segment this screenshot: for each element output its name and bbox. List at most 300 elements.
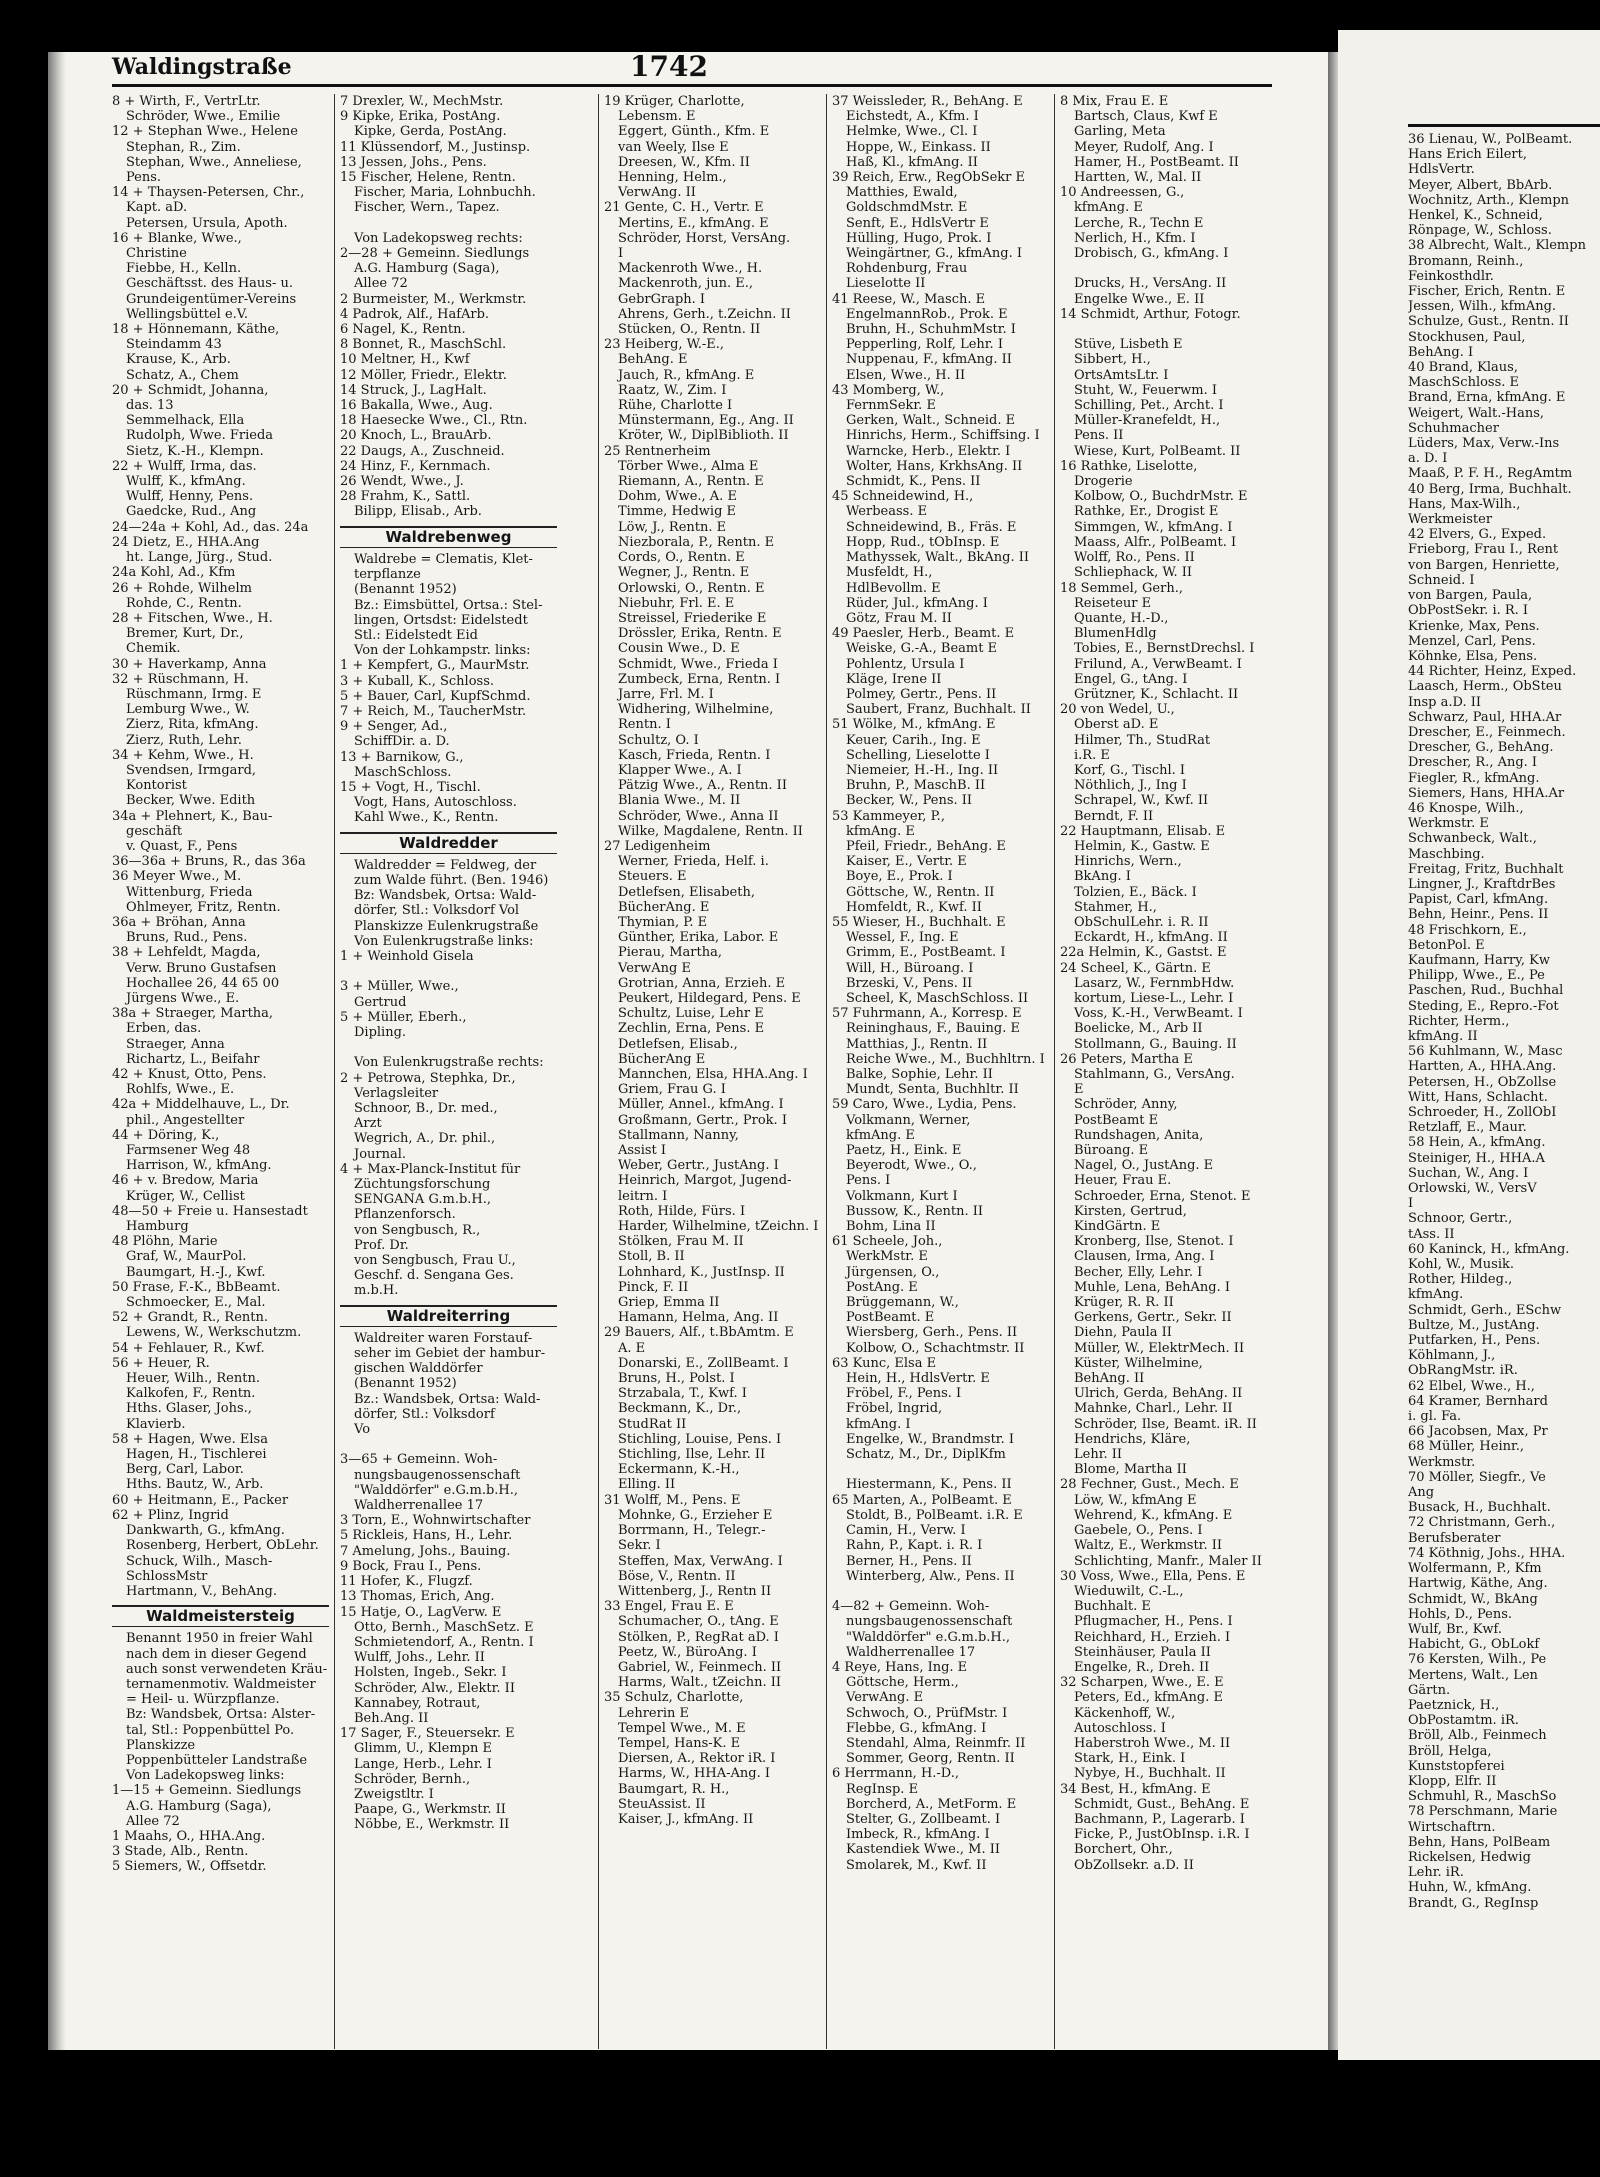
directory-entry-line: HdlsVertr. [1408,162,1475,178]
directory-entry-line: 4 Padrok, Alf., HafArb. [340,306,490,322]
directory-entry-line: Henning, Helm., [618,170,727,186]
directory-entry-line: 37 Weissleder, R., BehAng. E [832,94,1023,109]
directory-entry-line: Buchhalt. E [1074,1599,1151,1615]
directory-entry-line: Semmelhack, Ella [126,413,245,429]
directory-entry-line: 44 Richter, Heinz, Exped. [1408,664,1577,680]
directory-entry-line: Stelter, G., Zollbeamt. I [846,1811,1001,1827]
header-rule [112,84,1272,87]
directory-entry-line: 11 Hofer, K., Flugzf. [340,1574,473,1590]
directory-entry-line: OrtsAmtsLtr. I [1074,367,1169,383]
directory-entry-line: Käckenhoff, W., [1074,1705,1176,1721]
directory-entry-line: 34 Best, H., kfmAng. E [1060,1781,1211,1797]
directory-entry-line: Werkmstr. [1408,1454,1476,1470]
directory-entry-line: 51 Wölke, M., kfmAng. E [832,717,996,733]
directory-entry-line: Kahl Wwe., K., Rentn. [354,810,499,826]
directory-entry-line: 38 Albrecht, Walt., Klempn [1408,238,1586,254]
directory-entry-line: Krause, K., Arb. [126,352,231,368]
directory-entry-line: Hilmer, Th., StudRat [1074,732,1211,748]
directory-entry-line: Imbeck, R., kfmAng. I [846,1827,990,1843]
directory-entry-line: i.R. E [1074,747,1110,763]
directory-entry-line: Schmidt, W., BkAng [1408,1591,1538,1607]
directory-entry-line: Müller, Annel., kfmAng. I [618,1097,784,1113]
directory-entry-line: VerwAng. E [846,1690,924,1706]
directory-entry-line [832,1462,1049,1477]
directory-entry-line: 36 Meyer Wwe., M. [112,869,242,885]
directory-entry-line: Harder, Wilhelmine, tZeichn. I [618,1219,819,1235]
directory-entry-line: Götz, Frau M. II [846,610,952,626]
directory-entry-line: Kolbow, O., Schachtmstr. II [846,1340,1025,1356]
directory-entry-line: ht. Lange, Jürg., Stud. [126,550,273,566]
directory-entry-line: Gabriel, W., Feinmech. II [618,1659,782,1675]
directory-entry-line: Tolzien, E., Bäck. I [1074,884,1197,900]
directory-entry-line: Engelke, W., Brandmstr. I [846,1431,1014,1447]
directory-entry-line: 32 + Rüschmann, H. [112,671,249,687]
directory-entry-line: Hartten, W., Mal. II [1074,170,1202,186]
directory-entry-line: Wolff, Ro., Pens. II [1074,550,1195,566]
directory-entry-line: Schmidt, Gust., BehAng. E [1074,1796,1250,1812]
directory-entry-line: 50 Frase, F.-K., BbBeamt. [112,1279,281,1295]
directory-entry-line: Rühe, Charlotte I [618,398,733,414]
directory-entry-line: Dreesen, W., Kfm. II [618,154,750,170]
directory-entry-line: Rosenberg, Herbert, ObLehr. [126,1538,319,1554]
directory-entry-line: Müller-Kranefeldt, H., [1074,413,1221,429]
directory-entry-line: Büroang. E [1074,1143,1149,1159]
directory-entry-line: Bz: Wandsbek, Ortsa: Alster- [126,1707,316,1723]
directory-entry-line: Engel, G., tAng. I [1074,671,1188,687]
directory-entry-line: 11 Klüssendorf, M., Justinsp. [340,139,531,155]
directory-entry-line: Stoll, B. II [618,1249,685,1265]
directory-entry-line: nungsbaugenossenschaft [354,1467,521,1483]
directory-entry-line [340,964,557,979]
directory-entry-line: Schwarz, Paul, HHA.Ar [1408,709,1562,725]
directory-entry-line: Prof. Dr. [354,1237,409,1253]
directory-entry-line: Kastendiek Wwe., M. II [846,1842,1001,1858]
directory-entry-line: Peetz, W., BüroAng. I [618,1644,757,1660]
directory-entry-line: von Bargen, Paula, [1408,588,1533,604]
directory-entry-line: Elling. II [618,1477,676,1493]
directory-entry-line: kfmAng. II [1408,1028,1478,1044]
directory-entry-line: Planskizze [126,1737,196,1753]
directory-entry-line: Hopp, Rud., tObInsp. E [846,534,1000,550]
directory-entry-line: kfmAng. E [846,1127,915,1143]
directory-entry-line: Lüders, Max, Verw.-Ins [1408,436,1560,452]
directory-entry-line: Hartten, A., HHA.Ang. [1408,1059,1557,1075]
directory-entry-line: Rohde, C., Rentn. [126,595,242,611]
directory-entry-line: Detlefsen, Elisabeth, [618,884,755,900]
directory-entry-line: Streissel, Friederike E [618,610,767,626]
directory-entry-line: 49 Paesler, Herb., Beamt. E [832,626,1015,642]
directory-entry-line: Hths. Glaser, Johs., [126,1401,252,1417]
directory-entry-line: Witt, Hans, Schlacht. [1408,1089,1548,1105]
directory-entry-line: Paetznick, H., [1408,1697,1500,1713]
directory-entry-line: Schuhmacher [1408,420,1499,436]
directory-entry-line: Hamann, Helma, Ang. II [618,1310,779,1326]
directory-entry-line: Schwanbeck, Walt., [1408,831,1537,847]
directory-entry-line: Frieborg, Frau I., Rent [1408,542,1559,558]
directory-entry-line: ObRangMstr. iR. [1408,1363,1518,1379]
directory-entry-line: i. gl. Fa. [1408,1409,1462,1425]
directory-entry-line: Bremer, Kurt, Dr., [126,626,244,642]
directory-entry-line: 56 + Heuer, R. [112,1355,210,1371]
directory-entry-line: 12 Möller, Friedr., Elektr. [340,367,507,383]
directory-entry-line: Von Eulenkrugstraße links: [354,933,534,949]
directory-entry-line: Christine [126,246,187,262]
directory-entry-line: Grotrian, Anna, Erzieh. E [618,975,786,991]
directory-entry-line: 72 Christmann, Gerh., [1408,1515,1556,1531]
directory-entry-line: Peukert, Hildegard, Pens. E [618,990,801,1006]
directory-column-3 [604,94,821,1827]
directory-entry-line: tal, Stl.: Poppenbüttel Po. [126,1722,295,1738]
directory-entry-line: Baumgart, H.-J., Kwf. [126,1264,266,1280]
directory-entry-line: Hohls, D., Pens. [1408,1606,1513,1622]
directory-entry-line: Pohlentz, Ursula I [846,656,965,672]
directory-entry-line: Kontorist [126,778,187,794]
directory-entry-line: 57 Fuhrmann, A., Korresp. E [832,1006,1022,1022]
directory-entry-line: seher im Gebiet der hambur- [354,1346,546,1362]
directory-entry-line: 63 Kunc, Elsa E [832,1355,937,1371]
directory-entry-line: Wochnitz, Arth., Klempn [1408,192,1570,208]
directory-entry-line: Köhlmann, J., [1408,1348,1496,1364]
directory-entry-line: Drescher, E., Feinmech. [1408,724,1566,740]
directory-entry-line: Nöbbe, E., Werkmstr. II [354,1817,510,1833]
directory-entry-line: Schwoch, O., PrüfMstr. I [846,1705,1008,1721]
directory-entry-line: Donarski, E., ZollBeamt. I [618,1355,789,1371]
directory-entry-line: ObPostSekr. i. R. I [1408,603,1529,619]
directory-entry-line: Reiche Wwe., M., Buchhltrn. I [846,1051,1045,1067]
directory-entry-line: Siemers, Hans, HHA.Ar [1408,785,1565,801]
directory-entry-line: Fischer, Wern., Tapez. [354,200,500,216]
directory-entry-line: 24a Kohl, Ad., Kfm [112,565,236,581]
directory-entry-line: Mertins, E., kfmAng. E [618,215,769,231]
directory-entry-line: 1 Maahs, O., HHA.Ang. [112,1828,266,1844]
directory-entry-line: Steiniger, H., HHA.A [1408,1150,1545,1166]
directory-entry-line: VerwAng E [618,960,691,976]
directory-entry-line: Griep, Emma II [618,1295,720,1311]
directory-entry-line: 59 Caro, Wwe., Lydia, Pens. [832,1097,1017,1113]
directory-entry-line: 68 Müller, Heinr., [1408,1439,1525,1455]
directory-entry-line: Wiese, Kurt, PolBeamt. II [1074,443,1241,459]
directory-entry-line: Pätzig Wwe., A., Rentn. II [618,778,787,794]
directory-entry-line: 13 + Barnikow, G., [340,749,464,765]
directory-entry-line: Niebuhr, Frl. E. E [618,595,735,611]
directory-entry-line: Borcherd, A., MetForm. E [846,1796,1017,1812]
directory-entry-line: Schmietendorf, A., Rentn. I [354,1634,534,1650]
directory-entry-line: Mackenroth, jun. E., [618,276,753,292]
directory-entry-line: Lehrerin E [618,1705,689,1721]
directory-entry-line: Kasch, Frieda, Rentn. I [618,747,771,763]
directory-entry-line: Jürgensen, O., [846,1264,940,1280]
directory-column-2 [340,94,557,1833]
directory-entry-line: Lehr. II [1074,1447,1123,1463]
directory-entry-line: A.G. Hamburg (Saga), [126,1798,272,1814]
directory-entry-line: Dankwarth, G., kfmAng. [126,1523,285,1539]
directory-entry-line: Peters, Ed., kfmAng. E [1074,1690,1223,1706]
directory-entry-line: Wilke, Magdalene, Rentn. II [618,823,803,839]
directory-entry-line: Lerche, R., Techn E [1074,215,1204,231]
directory-entry-line: Ang [1408,1485,1435,1501]
directory-entry-line: 4—82 + Gemeinn. Woh- [832,1599,990,1615]
directory-entry-line: Engelke Wwe., E. II [1074,291,1205,307]
directory-entry-line: 42 + Knust, Otto, Pens. [112,1067,267,1082]
directory-entry-line: Dipling. [354,1024,407,1040]
directory-entry-line: Saubert, Franz, Buchhalt. II [846,702,1031,718]
directory-entry-line: 16 Bakalla, Wwe., Aug. [340,398,493,414]
directory-entry-line: Rathke, Er., Drogist E [1074,504,1219,520]
directory-entry-line: Schultz, O. I [618,732,699,748]
directory-entry-line: Eggert, Günth., Kfm. E [618,124,770,140]
directory-entry-line: Stollmann, G., Bauing. II [1074,1036,1237,1052]
directory-entry-line: Roth, Hilde, Fürs. I [618,1203,746,1219]
directory-entry-line: Rother, Hildeg., [1408,1272,1513,1288]
directory-entry-line: Kolbow, O., BuchdrMstr. E [1074,489,1248,505]
directory-entry-line: Kirsten, Gertrud, [1074,1203,1187,1219]
directory-entry-line: Kaiser, E., Vertr. E [846,854,967,870]
directory-entry-line: Grimm, E., PostBeamt. I [846,945,1006,961]
directory-entry-line: 30 + Haverkamp, Anna [112,656,267,672]
directory-entry-line: Wulff, Henny, Pens. [126,489,254,505]
directory-entry-line: Beyerodt, Wwe., O., [846,1158,977,1174]
directory-entry-line: Kunststopferei [1408,1758,1505,1774]
directory-entry-line: das. 13 [126,398,174,414]
directory-entry-line: Camin, H., Verw. I [846,1523,966,1539]
directory-entry-line: Gärtn. [1408,1682,1451,1698]
directory-entry-line: 20 Knoch, L., BrauArb. [340,428,492,444]
directory-entry-line: Wehrend, K., kfmAng. E [1074,1507,1233,1523]
directory-entry-line: 66 Jacobsen, Max, Pr [1408,1424,1548,1440]
directory-entry-line: Lohnhard, K., JustInsp. II [618,1264,785,1280]
directory-entry-line: Löw, W., kfmAng E [1074,1492,1197,1508]
directory-entry-line: FernmSekr. E [846,398,936,414]
directory-entry-line: Warncke, Herb., Elektr. I [846,443,1011,459]
directory-entry-line: Steinhäuser, Paula II [1074,1644,1211,1660]
directory-entry-line: 14 Struck, J., LagHalt. [340,382,487,398]
directory-entry-line: Rohlfs, Wwe., E. [126,1082,235,1098]
directory-entry-line: Stockhusen, Paul, [1408,329,1526,345]
directory-entry-line: Kaiser, J., kfmAng. II [618,1811,754,1827]
directory-entry-line: Becker, Wwe. Edith [126,793,256,809]
directory-entry-line: Volkmann, Kurt I [846,1188,958,1204]
directory-entry-line: "Walddörfer" e.G.m.b.H., [846,1629,1011,1645]
directory-entry-line: Pepperling, Rolf, Lehr. I [846,337,1003,353]
directory-entry-line [340,1040,557,1055]
directory-entry-line: Stoldt, B., PolBeamt. i.R. E [846,1507,1023,1523]
directory-entry-line: Verw. Bruno Gustafsen [126,960,277,976]
directory-entry-line: Berufsberater [1408,1530,1501,1546]
directory-column-4 [832,94,1049,1873]
directory-entry-line: Weber, Gertr., JustAng. I [618,1158,779,1174]
directory-entry-line: 15 Fischer, Helene, Rentn. [340,170,516,186]
directory-entry-line: Journal. [354,1146,407,1162]
right-page-header-rule [1408,124,1600,127]
directory-entry-line: Fiebbe, H., Kelln. [126,261,242,277]
directory-entry-line: 9 Bock, Frau I., Pens. [340,1558,482,1574]
directory-entry-line: Schröder, Wwe., Anna II [618,808,779,824]
directory-entry-line: Maaß, P. F. H., RegAmtm [1408,466,1573,482]
directory-entry-line: nach dem in dieser Gegend [126,1646,307,1662]
street-heading: Waldredder [340,832,557,854]
directory-entry-line: Werkmeister [1408,512,1493,528]
directory-entry-line: Nagel, O., JustAng. E [1074,1158,1214,1174]
directory-entry-line: Pfeil, Friedr., BehAng. E [846,838,1006,854]
directory-entry-line: Harms, W., HHA-Ang. I [618,1766,770,1782]
directory-entry-line: Schneidewind, B., Fräs. E [846,519,1017,535]
directory-entry-line: Sekr. I [618,1538,661,1554]
directory-entry-line: 48 Plöhn, Marie [112,1234,218,1250]
directory-entry-line: 45 Schneidewind, H., [832,489,974,505]
directory-entry-line: Thymian, P. E [618,914,708,930]
directory-entry-line: 23 Heiberg, W.-E., [604,337,725,353]
directory-entry-line: Detlefsen, Elisab., [618,1036,738,1052]
directory-entry-line: Schilling, Pet., Archt. I [1074,398,1224,414]
directory-entry-line: Bruhn, P., MaschB. II [846,778,986,794]
directory-entry-line: 3 + Kuball, K., Schloss. [340,673,495,689]
directory-entry-line: 22 Hauptmann, Elisab. E [1060,823,1226,839]
directory-entry-line: 6 Nagel, K., Rentn. [340,322,466,338]
directory-entry-line: 62 + Plinz, Ingrid [112,1507,229,1523]
directory-entry-line: Bultze, M., JustAng. [1408,1317,1540,1333]
directory-entry-line: Boye, E., Prok. I [846,869,953,885]
directory-entry-line: Wellingsbüttel e.V. [126,306,249,322]
directory-entry-line: Zumbeck, Erna, Rentn. I [618,671,781,687]
directory-entry-line: Weiske, G.-A., Beamt E [846,641,998,657]
directory-entry-line: BlumenHdlg [1074,626,1157,642]
directory-entry-line: Eckermann, K.-H., [618,1462,740,1478]
directory-entry-line: Zierz, Ruth, Lehr. [126,732,242,748]
directory-entry-line: Senft, E., HdlsVertr E [846,215,989,231]
directory-entry-line: Drobisch, G., kfmAng. I [1074,246,1229,262]
directory-entry-line: Fischer, Maria, Lohnbuchh. [354,185,536,201]
directory-entry-line: 3 + Müller, Wwe., [340,979,459,995]
street-heading: Waldmeistersteig [112,1605,329,1627]
directory-entry-line: SchlossMstr [126,1568,208,1584]
directory-entry-line: Stallmann, Nanny, [618,1127,739,1143]
directory-entry-line: Musfeldt, H., [846,565,933,581]
directory-entry-line: Philipp, Wwe., E., Pe [1408,968,1545,984]
directory-entry-line: Assist I [618,1143,667,1159]
directory-entry-line: Hiestermann, K., Pens. II [846,1477,1012,1493]
directory-entry-line: Klapper Wwe., A. I [618,762,742,778]
directory-entry-line: 34a + Plehnert, K., Bau- [112,808,273,824]
directory-entry-line: 60 + Heitmann, E., Packer [112,1492,289,1508]
directory-entry-line: 1 + Kempfert, G., MaurMstr. [340,658,530,674]
directory-entry-line: Becher, Elly, Lehr. I [1074,1264,1203,1280]
directory-entry-line: Fröbel, F., Pens. I [846,1386,962,1402]
directory-entry-line: Otto, Bernh., MaschSetz. E [354,1619,534,1635]
directory-entry-line: Bachmann, P., Lagerarb. I [1074,1811,1245,1827]
directory-entry-line: Wulff, Johs., Lehr. II [354,1650,485,1666]
directory-entry-line: Richartz, L., Beifahr [126,1051,260,1067]
directory-entry-line: Drescher, G., BehAng. [1408,740,1554,756]
directory-entry-line: Schatz, A., Chem [126,367,239,383]
directory-entry-line: Helmin, K., Gastw. E [1074,838,1210,854]
directory-entry-line: Bz: Wandsbek, Ortsa: Wald- [354,888,537,904]
directory-entry-line: Behn, Heinr., Pens. II [1408,907,1549,923]
directory-entry-line: Schröder, Alw., Elektr. II [354,1680,515,1696]
directory-entry-line: 74 Köthnig, Johs., HHA. [1408,1545,1566,1561]
directory-entry-line: Wirtschaftrn. [1408,1819,1496,1835]
directory-entry-line [340,1437,557,1452]
directory-entry-line: 34 + Kehm, Wwe., H. [112,747,254,763]
page-number: 1742 [630,50,708,83]
directory-entry-line: Eichstedt, A., Kfm. I [846,109,979,125]
directory-entry-line: Vogt, Hans, Autoschloss. [354,795,517,811]
directory-entry-line: Waldreiter waren Forstauf- [354,1330,533,1346]
directory-entry-line: Arzt [354,1116,382,1132]
directory-entry-line: von Sengbusch, R., [354,1222,481,1238]
directory-entry-line: Mannchen, Elsa, HHA.Ang. I [618,1067,808,1082]
directory-entry-line: Schumacher, O., tAng. E [618,1614,779,1630]
directory-entry-line: SENGANA G.m.b.H., [354,1192,492,1208]
directory-entry-line: Waldredder = Feldweg, der [354,857,537,873]
directory-entry-line: Schröder, Wwe., Emilie [126,109,281,125]
directory-entry-line: Hinrichs, Herm., Schiffsing. I [846,428,1040,444]
directory-entry-line: Nöthlich, J., Ing I [1074,778,1187,794]
street-heading: Waldreiterring [340,1305,557,1327]
directory-entry-line: 8 Mix, Frau E. E [1060,94,1169,109]
directory-entry-line: 24—24a + Kohl, Ad., das. 24a [112,519,309,535]
directory-entry-line: leitrn. I [618,1188,668,1204]
directory-entry-line: BehAng. I [1408,344,1474,360]
directory-entry-line: 56 Kuhlmann, W., Masc [1408,1044,1563,1060]
directory-entry-line: 70 Möller, Siegfr., Ve [1408,1469,1546,1485]
directory-entry-line: Zierz, Rita, kfmAng. [126,717,259,733]
directory-entry-line: Becker, W., Pens. II [846,793,973,809]
directory-entry-line: Farmsener Weg 48 [126,1143,251,1159]
directory-entry-line: Stüve, Lisbeth E [1074,337,1183,353]
directory-entry-line: von Sengbusch, Frau U., [354,1253,516,1269]
directory-entry-line: Cords, O., Rentn. E [618,550,745,566]
directory-entry-line: StudRat II [618,1416,687,1432]
directory-entry-line: 4 Reye, Hans, Ing. E [832,1659,968,1675]
directory-entry-line: 3 Torn, E., Wohnwirtschafter [340,1513,531,1529]
directory-entry-line: Schnoor, B., Dr. med., [354,1101,498,1116]
directory-entry-line: Erben, das. [126,1021,202,1037]
directory-entry-line: 7 + Reich, M., TaucherMstr. [340,703,527,719]
directory-entry-line: 5 + Müller, Eberh., [340,1009,467,1025]
directory-entry-line: Tobies, E., BernstDrechsl. I [1074,641,1255,657]
directory-entry-line: Wessel, F., Ing. E [846,930,959,946]
directory-entry-line: 18 + Hönnemann, Käthe, [112,322,280,338]
directory-entry-line: Drucks, H., VersAng. II [1074,276,1227,292]
directory-entry-line: Sietz, K.-H., Klempn. [126,443,264,459]
directory-entry-line: 28 Frahm, K., Sattl. [340,489,471,505]
directory-entry-line: Eckardt, H., kfmAng. II [1074,930,1228,946]
directory-entry-line: Stuht, W., Feuerwm. I [1074,382,1217,398]
directory-entry-line: Pens. I [846,1173,891,1189]
directory-entry-line: Balke, Sophie, Lehr. II [846,1067,993,1082]
directory-entry-line: 32 Scharpen, Wwe., E. E [1060,1675,1224,1691]
directory-entry-line: Werbeass. E [846,504,928,520]
directory-entry-line: ObPostamtm. iR. [1408,1713,1519,1729]
directory-entry-line: Brand, Erna, kfmAng. E [1408,390,1566,406]
directory-entry-line: Chemik. [126,641,181,657]
directory-entry-line: Cousin Wwe., D. E [618,641,740,657]
directory-entry-line: WerkMstr. E [846,1249,928,1265]
directory-entry-line: I [1408,1196,1414,1212]
directory-entry-line: Großmann, Gertr., Prok. I [618,1112,787,1128]
directory-entry-line: EngelmannRob., Prok. E [846,306,1008,322]
directory-entry-line: Löw, J., Rentn. E [618,519,727,535]
directory-entry-line: Brandt, G., RegInsp [1408,1895,1539,1911]
directory-entry-line: 55 Wieser, H., Buchhalt. E [832,914,1006,930]
directory-entry-line: Orlowski, W., VersV [1408,1181,1537,1197]
directory-entry-line: Wolter, Hans, KrkhsAng. II [846,458,1023,474]
directory-entry-line: Lewens, W., Werkschutzm. [126,1325,302,1341]
directory-entry-line: SchiffDir. a. D. [354,734,450,750]
directory-entry-line: Bröll, Helga, [1408,1743,1492,1759]
directory-entry-line: Von Eulenkrugstraße rechts: [354,1055,544,1071]
directory-entry-line: Göttsche, Herm., [846,1675,959,1691]
